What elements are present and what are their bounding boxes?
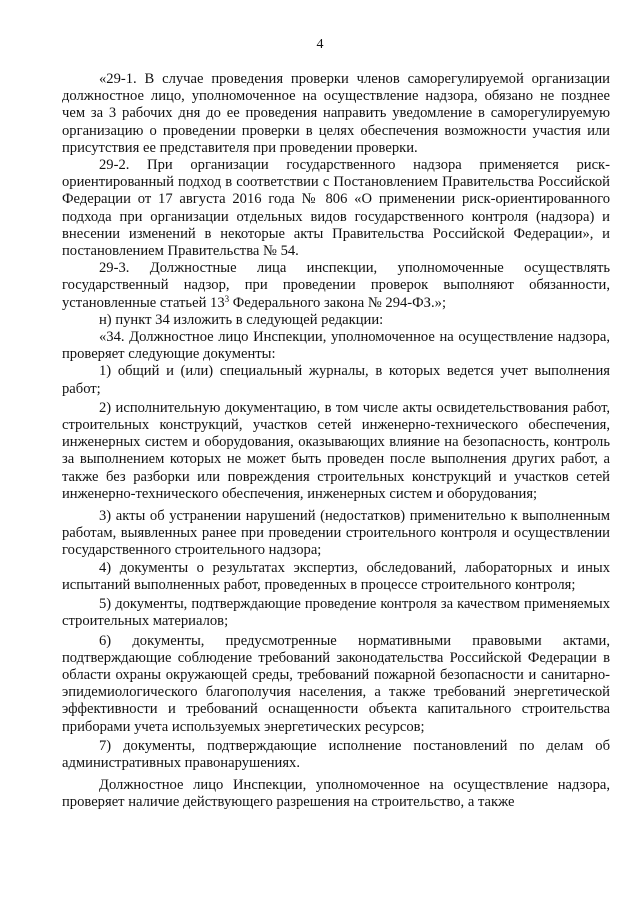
page-number: 4 [316,37,324,52]
document-body [62,71,610,812]
list-item-1: 1) общий и (или) специальный журналы, в которых ведется учет выполнения работ; [62,363,610,397]
paragraph-34: «34. Должностное лицо Инспекции, уполномоченное на осуществление надзора, проверяет следующие документы: [62,329,610,363]
paragraph-29-1: «29-1. В случае проведения проверки членов саморегулируемой организации должностное лицо, уполномоченное на осуществление надзора, обязано не позднее чем за 3 рабочих дня до ее проведения направить уведомление в саморегулируемую организацию о проведении проверки в целях обеспечения возможности участия или присутствия ее представителя при проведении проверки. [62,71,610,156]
list-item-3: 3) акты об устранении нарушений (недостатков) применительно к выполненным работам, выявленных ранее при проведении строительного контроля и осуществлении государственного строительного надзора; [62,508,610,559]
paragraph-29-2: 29-2. При организации государственного надзора применяется риск-ориентированный подход в соответствии с Постановлением Правительства Российской Федерации от 17 августа 2016 года № 806 «О применении риск-ориентированного подхода при организации отдельных видов государственного контроля (надзора) и внесении изменений в некоторые акты Правительства Российской Федерации», и постановлением Правительства № 54. [62,157,610,260]
list-item-5: 5) документы, подтверждающие проведение контроля за качеством применяемых строительных материалов; [62,596,610,630]
paragraph-29-3-text: 29-3. Должностные лица инспекции, уполномоченные осуществлять государственный надзор, при проведении проверок выполняют обязанности, установленные статьей 13 [62,260,610,311]
list-item-2: 2) исполнительную документацию, в том числе акты освидетельствования работ, строительных конструкций, участков сетей инженерно-технического обеспечения, инженерных систем и оборудования, оказывающих влияние на безопасность, контроль за выполнением которых не может быть проведен после выполнения других работ, а также без разборки или повреждения строительных конструкций и участков сетей инженерно-технического обеспечения, инженерных систем и оборудования; [62,399,610,502]
list-item-4: 4) документы о результатах экспертиз, обследований, лабораторных и иных испытаний выполненных работ, проведенных в процессе строительного контроля; [62,559,610,593]
paragraph-item-n: н) пункт 34 изложить в следующей редакции: [99,311,384,328]
paragraph-29-3 [62,260,610,312]
superscript: 3 [224,293,230,304]
list-item-7: 7) документы, подтверждающие исполнение постановлений по делам об административных правонарушениях. [62,737,610,771]
paragraph-inspector: Должностное лицо Инспекции, уполномоченное на осуществление надзора, проверяет наличие действующего разрешения на строительство, а также [62,777,610,811]
paragraph-29-3-tail: Федерального закона № 294-ФЗ.»; [229,294,446,311]
list-item-6: 6) документы, предусмотренные нормативными правовыми актами, подтверждающие соблюдение требований законодательства Российской Федерации в области охраны окружающей среды, требований пожарной безопасности и санитарно-эпидемиологического благополучия населения, а также требований энергетической эффективности и требований оснащенности объекта капитального строительства приборами учета используемых энергетических ресурсов; [62,632,610,735]
